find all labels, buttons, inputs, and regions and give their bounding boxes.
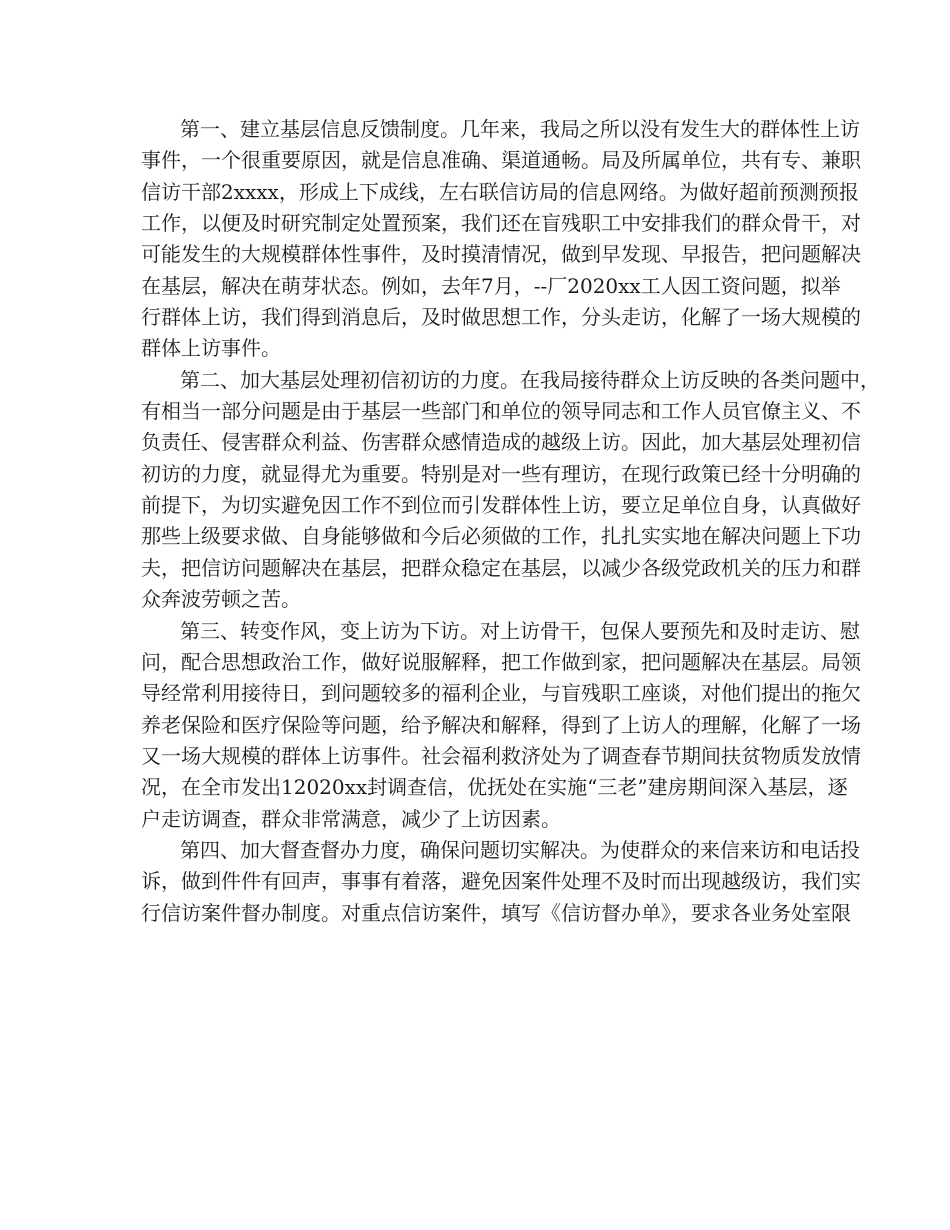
paragraph-3-line-6: 况，在全市发出12020xx封调查信，优抚处在实施“三老”建房期间深入基层，逐 xyxy=(141,775,848,800)
paragraph-3-line-2: 问，配合思想政治工作，做好说服解释，把工作做到家，把问题解决在基层。局领 xyxy=(141,649,861,674)
paragraph-3-line-4: 养老保险和医疗保险等问题，给予解决和解释，得到了上访人的理解，化解了一场 xyxy=(141,712,861,737)
paragraph-2-line-6: 那些上级要求做、自身能够做和今后必须做的工作，扎扎实实地在解决问题上下功 xyxy=(141,524,861,549)
paragraph-3-line-1: 第三、转变作风，变上访为下访。对上访骨干，包保人要预先和及时走访、慰 xyxy=(180,618,860,643)
paragraph-2-line-7: 夫，把信访问题解决在基层，把群众稳定在基层，以减少各级党政机关的压力和群 xyxy=(141,555,861,580)
paragraph-1-line-3: 信访干部2xxxx，形成上下成线，左右联信访局的信息网络。为做好超前预测预报 xyxy=(141,179,859,204)
paragraph-2-line-4: 初访的力度，就显得尤为重要。特别是对一些有理访，在现行政策已经十分明确的 xyxy=(141,461,861,486)
paragraph-1-line-6: 在基层，解决在萌芽状态。例如，去年7月，--厂2020xx工人因工资问题，拟举 xyxy=(141,273,841,298)
paragraph-2-line-1: 第二、加大基层处理初信初访的力度。在我局接待群众上访反映的各类问题中， xyxy=(180,367,880,392)
paragraph-3-line-5: 又一场大规模的群体上访事件。社会福利救济处为了调查春节期间扶贫物质发放情 xyxy=(141,743,861,768)
paragraph-1-line-2: 事件，一个很重要原因，就是信息准确、渠道通畅。局及所属单位，共有专、兼职 xyxy=(141,148,861,173)
paragraph-1-line-5: 可能发生的大规模群体性事件，及时摸清情况，做到早发现、早报告，把问题解决 xyxy=(141,242,861,267)
paragraph-2-line-3: 负责任、侵害群众利益、伤害群众感情造成的越级上访。因此，加大基层处理初信 xyxy=(141,430,861,455)
paragraph-3-line-3: 导经常利用接待日，到问题较多的福利企业，与盲残职工座谈，对他们提出的拖欠 xyxy=(141,681,861,706)
paragraph-1-line-8: 群体上访事件。 xyxy=(141,336,281,361)
paragraph-2-line-5: 前提下，为切实避免因工作不到位而引发群体性上访，要立足单位自身，认真做好 xyxy=(141,493,861,518)
paragraph-4-line-1: 第四、加大督查督办力度，确保问题切实解决。为使群众的来信来访和电话投 xyxy=(180,837,860,862)
paragraph-4-line-3: 行信访案件督办制度。对重点信访案件，填写《信访督办单》，要求各业务处室限 xyxy=(141,900,851,925)
paragraph-3-line-7: 户走访调查，群众非常满意，减少了上访因素。 xyxy=(141,806,561,831)
paragraph-2-line-2: 有相当一部分问题是由于基层一些部门和单位的领导同志和工作人员官僚主义、不 xyxy=(141,399,861,424)
paragraph-2-line-8: 众奔波劳顿之苦。 xyxy=(141,587,301,612)
paragraph-4-line-2: 诉，做到件件有回声，事事有着落，避免因案件处理不及时而出现越级访，我们实 xyxy=(141,869,861,894)
paragraph-1-line-4: 工作，以便及时研究制定处置预案，我们还在盲残职工中安排我们的群众骨干，对 xyxy=(141,211,861,236)
paragraph-1-line-7: 行群体上访，我们得到消息后，及时做思想工作，分头走访，化解了一场大规模的 xyxy=(141,305,861,330)
paragraph-1-line-1: 第一、建立基层信息反馈制度。几年来，我局之所以没有发生大的群体性上访 xyxy=(180,117,860,141)
document-body xyxy=(141,114,880,929)
